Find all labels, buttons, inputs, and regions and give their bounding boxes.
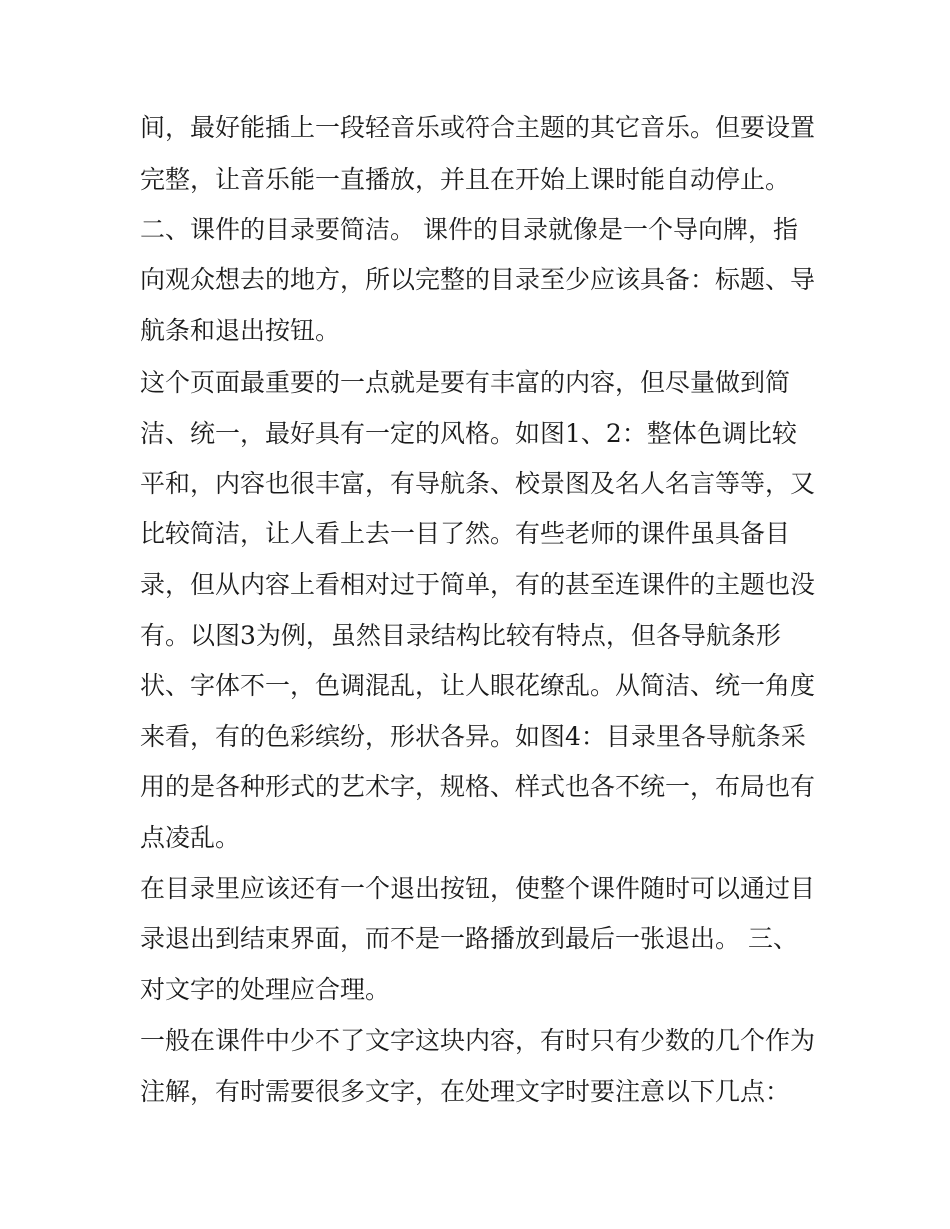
text-line: 完整，让音乐能一直播放，并且在开始上课时能自动停止。 — [140, 165, 791, 194]
text-line: 在目录里应该还有一个退出按钮，使整个课件随时可以通过目 — [140, 874, 816, 903]
text-line: 二、课件的目录要简洁。 课件的目录就像是一个导向牌，指 — [140, 215, 798, 244]
text-line: 来看，有的色彩缤纷，形状各异。如图4：目录里各导航条采 — [140, 722, 806, 751]
text-line: 对文字的处理应合理。 — [140, 975, 391, 1004]
text-line: 录，但从内容上看相对过于简单，有的甚至连课件的主题也没 — [140, 570, 816, 599]
text-line: 注解，有时需要很多文字，在处理文字时要注意以下几点： — [140, 1077, 791, 1106]
text-line: 用的是各种形式的艺术字，规格、样式也各不统一，布局也有 — [140, 772, 816, 801]
text-line: 状、字体不一，色调混乱，让人眼花缭乱。从简洁、统一角度 — [140, 671, 816, 700]
text-line: 这个页面最重要的一点就是要有丰富的内容，但尽量做到简 — [140, 368, 791, 397]
text-line: 间，最好能插上一段轻音乐或符合主题的其它音乐。但要设置 — [140, 113, 816, 142]
text-line: 比较简洁，让人看上去一目了然。有些老师的课件虽具备目 — [140, 519, 791, 548]
text-line: 洁、统一，最好具有一定的风格。如图1、2：整体色调比较 — [140, 419, 797, 448]
text-line: 航条和退出按钮。 — [140, 316, 341, 345]
text-line: 向观众想去的地方，所以完整的目录至少应该具备：标题、导 — [140, 265, 816, 294]
text-line: 点凌乱。 — [140, 823, 241, 852]
text-line: 有。以图3为例，虽然目录结构比较有特点，但各导航条形 — [140, 621, 781, 650]
text-line: 录退出到结束界面，而不是一路播放到最后一张退出。 三、 — [140, 924, 798, 953]
text-line: 一般在课件中少不了文字这块内容，有时只有少数的几个作为 — [140, 1026, 816, 1055]
text-line: 平和，内容也很丰富，有导航条、校景图及名人名言等等，又 — [140, 469, 816, 498]
